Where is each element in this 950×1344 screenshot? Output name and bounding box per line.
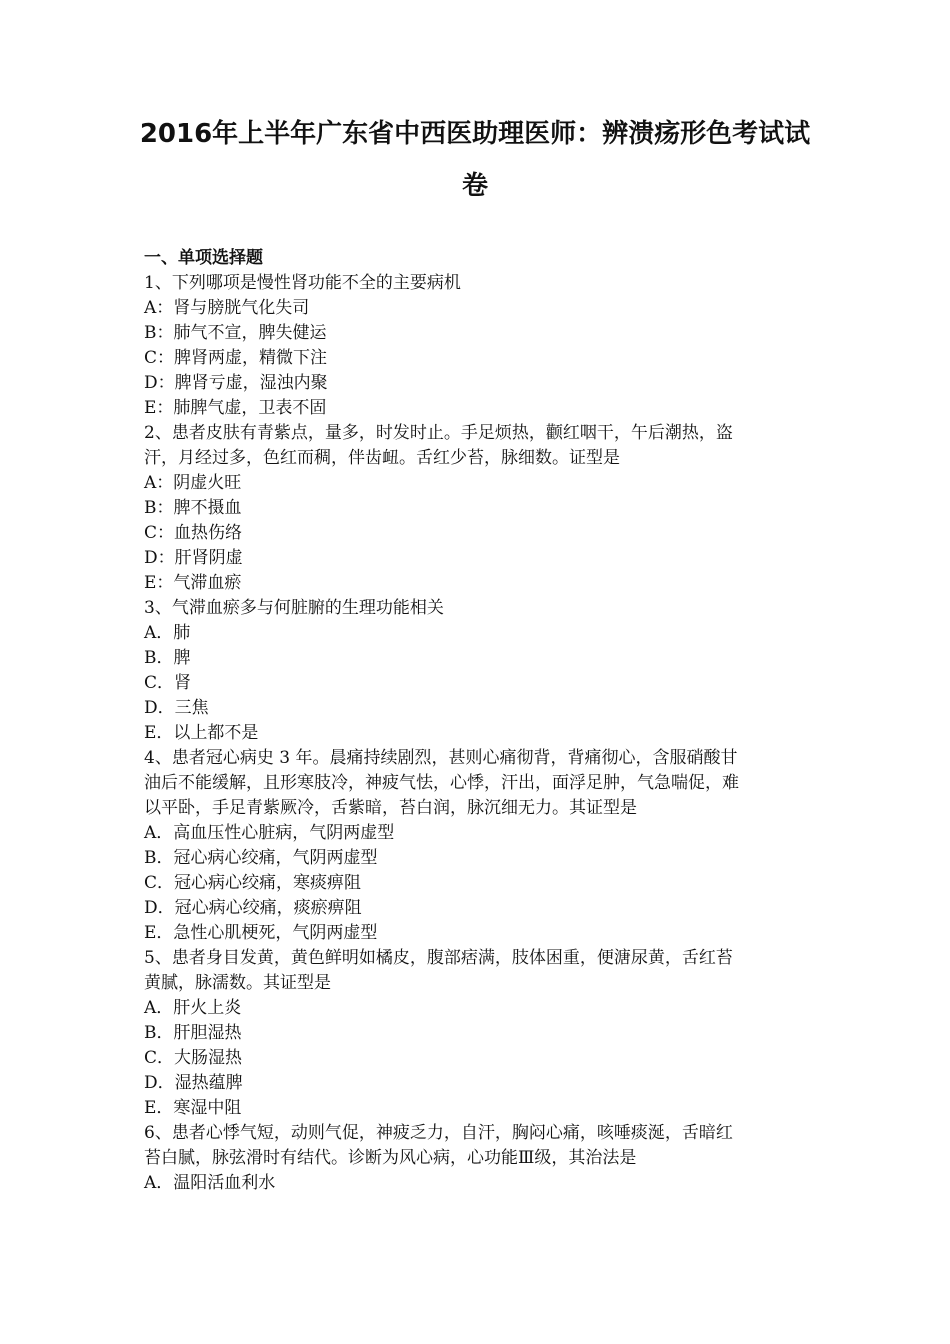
question-stem: 5、患者身目发黄，黄色鲜明如橘皮，腹部痞满，肢体困重，便溏尿黄，舌红苔	[144, 948, 733, 968]
question-stem-continued: 汗，月经过多，色红而稠，伴齿衄。舌红少苔，脉细数。证型是	[144, 448, 620, 468]
answer-option-c: C：脾肾两虚，精微下注	[144, 348, 328, 368]
answer-option-a: A：阴虚火旺	[144, 473, 242, 493]
answer-option-a: A．肝火上炎	[144, 998, 242, 1018]
answer-option-d: D．湿热蕴脾	[144, 1073, 243, 1093]
question-stem: 6、患者心悸气短，动则气促，神疲乏力，自汗，胸闷心痛，咳唾痰涎，舌暗红	[144, 1123, 733, 1143]
document-title-line-1: 2016年上半年广东省中西医助理医师：辨溃疡形色考试试	[139, 119, 811, 149]
answer-option-a: A．肺	[144, 623, 191, 643]
question-1	[144, 271, 816, 421]
answer-option-e: E：气滞血瘀	[144, 573, 242, 593]
answer-option-c: C．冠心病心绞痛，寒痰痹阻	[144, 873, 362, 893]
answer-option-d: D．冠心病心绞痛，痰瘀痹阻	[144, 898, 362, 918]
answer-option-b: B：脾不摄血	[144, 498, 242, 518]
question-stem: 3、气滞血瘀多与何脏腑的生理功能相关	[144, 598, 444, 618]
document-title-line-2: 卷	[461, 171, 488, 201]
answer-option-a: A．高血压性心脏病，气阴两虚型	[144, 823, 395, 843]
question-4	[144, 746, 816, 946]
question-5	[144, 946, 816, 1121]
answer-option-e: E．以上都不是	[144, 723, 259, 743]
answer-option-b: B．冠心病心绞痛，气阴两虚型	[144, 848, 378, 868]
answer-option-d: D：肝肾阴虚	[144, 548, 243, 568]
answer-option-d: D：脾肾亏虚，湿浊内聚	[144, 373, 328, 393]
question-stem: 1、下列哪项是慢性肾功能不全的主要病机	[144, 273, 461, 293]
answer-option-b: B．脾	[144, 648, 191, 668]
answer-option-d: D．三焦	[144, 698, 209, 718]
section-heading: 一、单项选择题	[144, 248, 263, 268]
question-stem-continued: 以平卧，手足青紫厥冷，舌紫暗，苔白润，脉沉细无力。其证型是	[144, 798, 637, 818]
answer-option-a: A：肾与膀胱气化失司	[144, 298, 310, 318]
answer-option-c: C：血热伤络	[144, 523, 243, 543]
answer-option-c: C．肾	[144, 673, 192, 693]
question-stem: 2、患者皮肤有青紫点，量多，时发时止。手足烦热，颧红咽干，午后潮热，盗	[144, 423, 733, 443]
question-3	[144, 596, 816, 746]
answer-option-c: C．大肠湿热	[144, 1048, 243, 1068]
document-body	[144, 246, 816, 1196]
answer-option-b: B．肝胆湿热	[144, 1023, 242, 1043]
question-6	[144, 1121, 816, 1196]
answer-option-b: B：肺气不宣，脾失健运	[144, 323, 327, 343]
question-stem-continued: 苔白腻，脉弦滑时有结代。诊断为风心病，心功能Ⅲ级，其治法是	[144, 1148, 637, 1168]
question-2	[144, 421, 816, 596]
answer-option-e: E．寒湿中阻	[144, 1098, 242, 1118]
question-stem: 4、患者冠心病史 3 年。晨痛持续剧烈，甚则心痛彻背，背痛彻心，含服硝酸甘	[144, 748, 738, 768]
question-stem-continued: 黄腻，脉濡数。其证型是	[144, 973, 331, 993]
answer-option-a: A．温阳活血利水	[144, 1173, 276, 1193]
answer-option-e: E．急性心肌梗死，气阴两虚型	[144, 923, 378, 943]
answer-option-e: E：肺脾气虚，卫表不固	[144, 398, 327, 418]
question-stem-continued: 油后不能缓解，且形寒肢冷，神疲气怯，心悸，汗出，面浮足肿，气急喘促，难	[144, 773, 739, 793]
